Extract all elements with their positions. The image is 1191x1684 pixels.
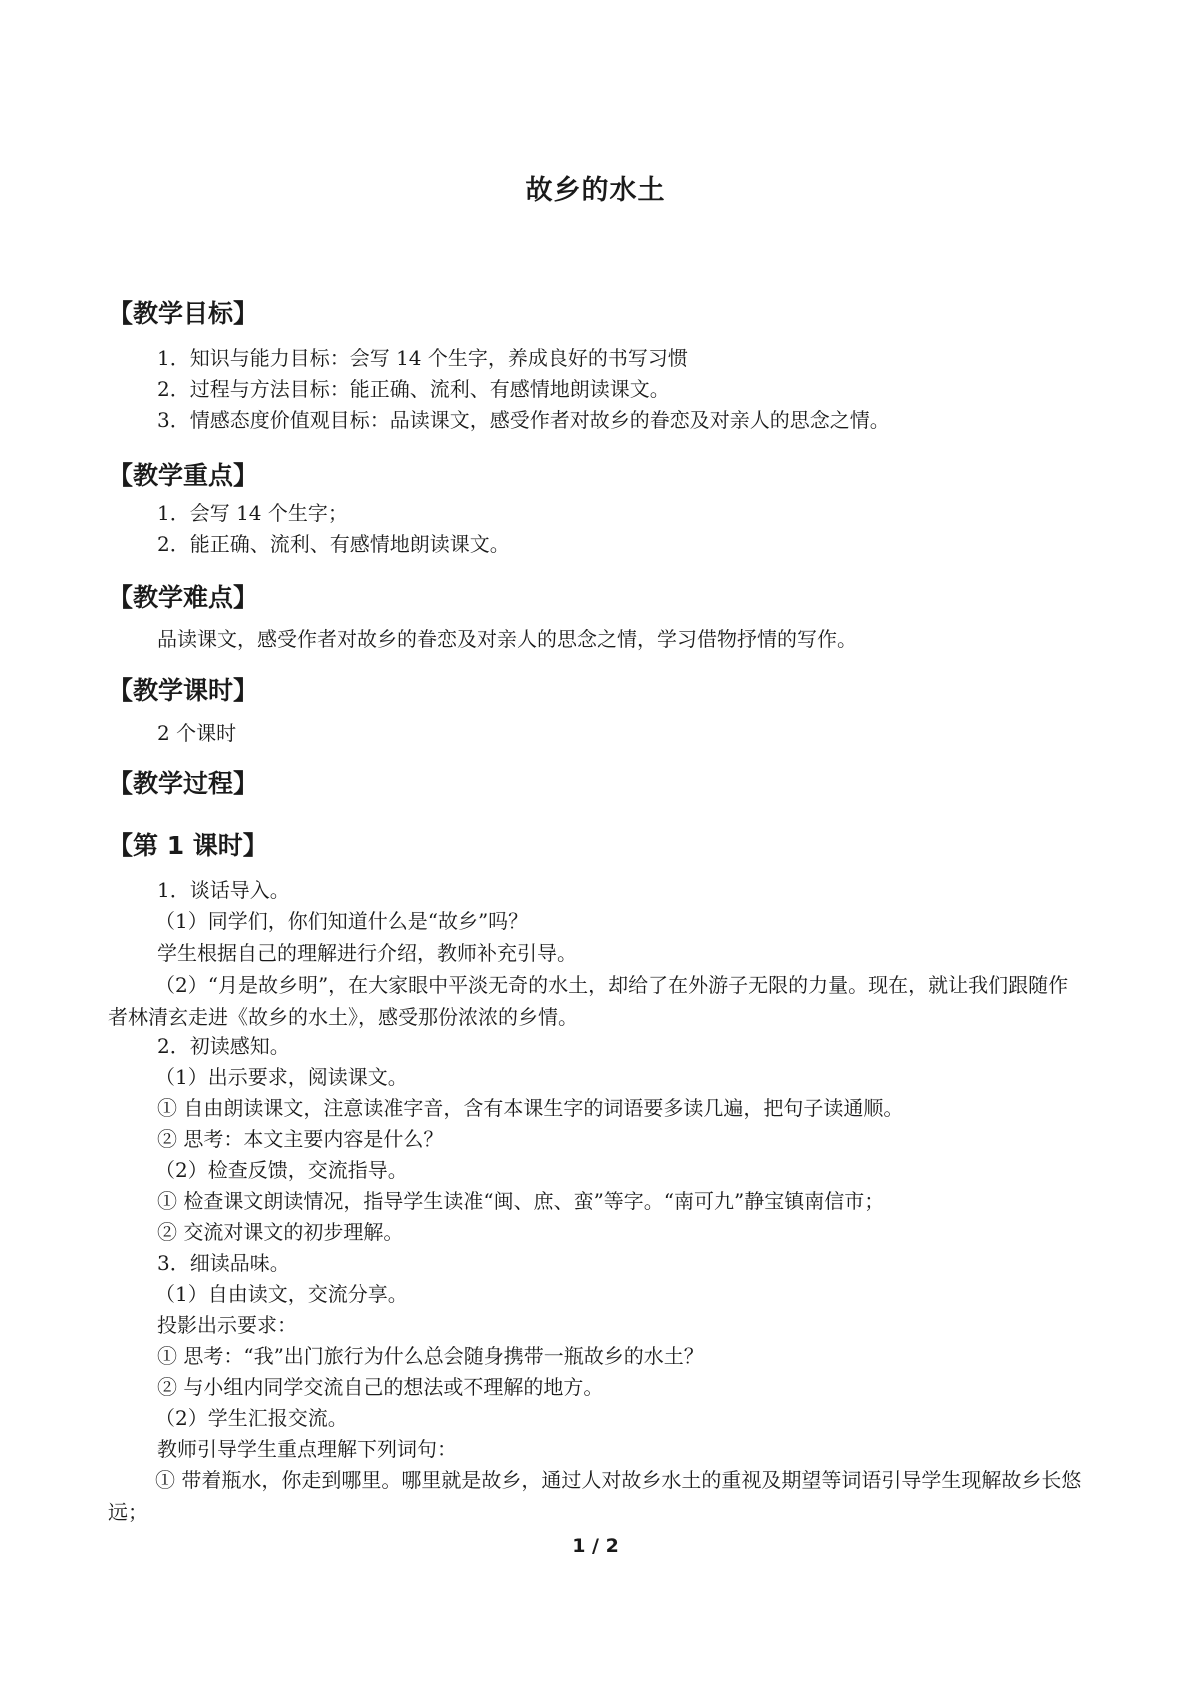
lesson-line: 教师引导学生重点理解下列词句： xyxy=(157,1437,457,1461)
keypoint-item: 2．能正确、流利、有感情地朗读课文。 xyxy=(157,532,510,556)
difficulty-heading: 【教学难点】 xyxy=(108,583,259,612)
lesson-line: （1）同学们，你们知道什么是“故乡”吗？ xyxy=(155,909,529,933)
lesson-line: （2）学生汇报交流。 xyxy=(155,1406,348,1430)
lesson-line: （2）检查反馈，交流指导。 xyxy=(155,1158,408,1182)
goal-item: 2．过程与方法目标：能正确、流利、有感情地朗读课文。 xyxy=(157,377,670,401)
difficulty-text: 品读课文，感受作者对故乡的眷恋及对亲人的思念之情，学习借物抒情的写作。 xyxy=(157,627,857,651)
lesson-line: （1）自由读文，交流分享。 xyxy=(155,1282,408,1306)
goals-heading: 【教学目标】 xyxy=(108,299,259,328)
process-heading: 【教学过程】 xyxy=(108,769,259,798)
goal-item: 3．情感态度价值观目标：品读课文，感受作者对故乡的眷恋及对亲人的思念之情。 xyxy=(157,408,890,432)
lesson-line: ② 思考：本文主要内容是什么？ xyxy=(157,1127,444,1151)
lesson-line: ① 自由朗读课文，注意读准字音，含有本课生字的词语要多读几遍，把句子读通顺。 xyxy=(157,1096,904,1120)
periods-heading: 【教学课时】 xyxy=(108,676,259,705)
lesson-line: 2．初读感知。 xyxy=(157,1034,290,1058)
lesson1-heading: 【第 1 课时】 xyxy=(108,831,268,860)
lesson-line: ① 检查课文朗读情况，指导学生读准“闽、庶、蛮”等字。“南可九”静宝镇南信市； xyxy=(157,1189,885,1213)
lesson-line: ② 与小组内同学交流自己的想法或不理解的地方。 xyxy=(157,1375,604,1399)
lesson-line: ② 交流对课文的初步理解。 xyxy=(157,1220,404,1244)
keypoint-item: 1．会写 14 个生字； xyxy=(157,501,348,525)
page-title: 故乡的水土 xyxy=(525,175,666,206)
lesson-paragraph: （2）“月是故乡明”，在大家眼中平淡无奇的水土，却给了在外游子无限的力量。现在，就让我们跟随作者林清玄走进《故乡的水土》，感受那份浓浓的乡情。 xyxy=(108,973,1069,1029)
lesson-line: 学生根据自己的理解进行介绍，教师补充引导。 xyxy=(157,941,577,965)
lesson-line: 3．细读品味。 xyxy=(157,1251,290,1275)
lesson-line: 1．谈话导入。 xyxy=(157,878,290,902)
lesson-line: 投影出示要求： xyxy=(157,1313,297,1337)
lesson-line: （1）出示要求，阅读课文。 xyxy=(155,1065,408,1089)
periods-text: 2 个课时 xyxy=(157,721,237,745)
goal-item: 1．知识与能力目标：会写 14 个生字，养成良好的书写习惯 xyxy=(157,346,688,370)
page-number: 1 / 2 xyxy=(572,1535,619,1557)
lesson-paragraph: ① 带着瓶水，你走到哪里。哪里就是故乡，通过人对故乡水土的重视及期望等词语引导学生现解故乡长悠远； xyxy=(108,1468,1082,1524)
keypoints-heading: 【教学重点】 xyxy=(108,461,259,490)
lesson-line: ① 思考：“我”出门旅行为什么总会随身携带一瓶故乡的水土？ xyxy=(157,1344,704,1368)
